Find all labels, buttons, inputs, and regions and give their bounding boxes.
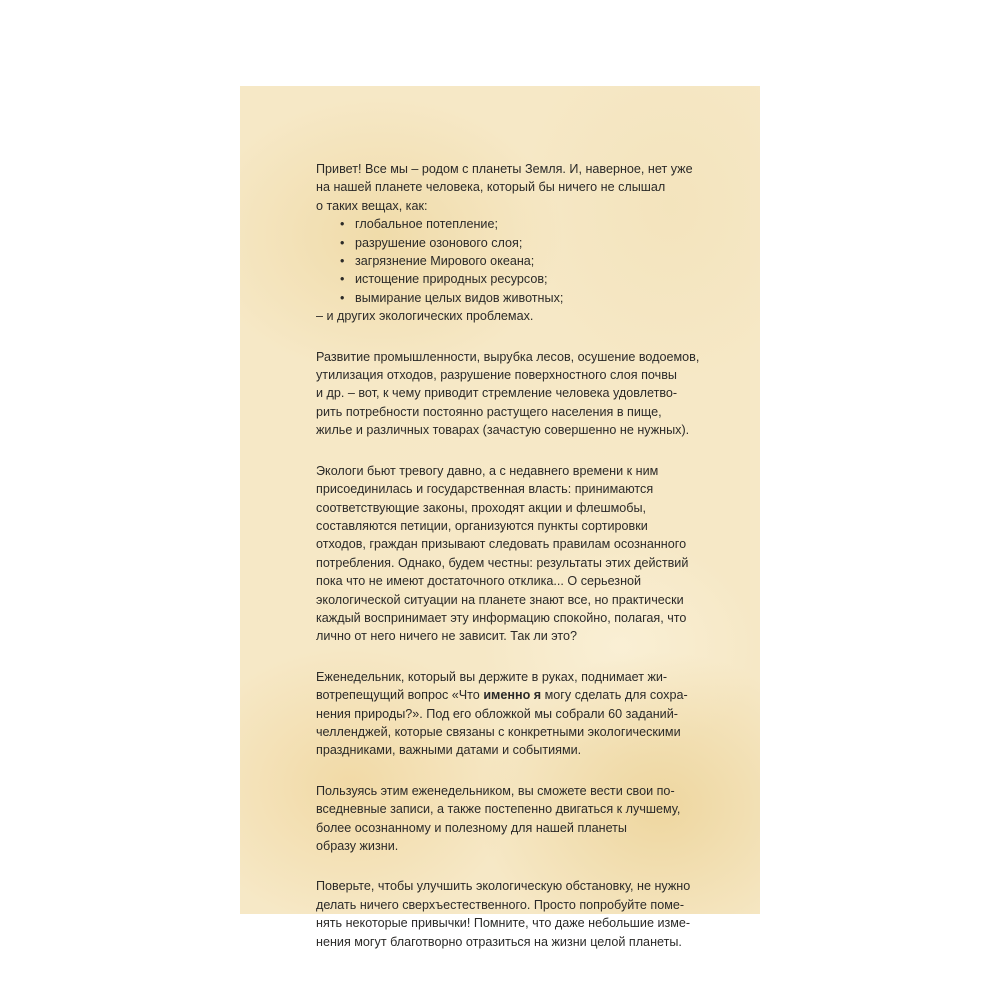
paragraph-2 <box>316 348 736 440</box>
text-line: праздниками, важными датами и событиями. <box>316 743 582 758</box>
text-line: лично от него ничего не зависит. Так ли это? <box>316 629 578 644</box>
text-line: утилизация отходов, разрушение поверхностного слоя почвы <box>316 368 677 383</box>
text-line: нения природы?». Под его обложкой мы собрали 60 заданий- <box>316 706 678 721</box>
paragraph-5 <box>316 782 736 856</box>
text-line-with-emphasis <box>316 686 736 704</box>
text-line: нять некоторые привычки! Помните, что даже небольшие изме- <box>316 916 691 931</box>
list-item: • загрязнение Мирового океана; <box>340 252 736 270</box>
intro-paragraph <box>316 160 736 326</box>
text-line: отходов, граждан призывают следовать правилам осознанного <box>316 537 687 552</box>
text-line: каждый воспринимает эту информацию спокойно, полагая, что <box>316 610 687 625</box>
text-line: на нашей планете человека, который бы ничего не слышал <box>316 180 666 195</box>
problems-list <box>316 215 736 307</box>
page-text <box>316 160 736 973</box>
book-page <box>240 86 760 949</box>
text-line: образу жизни. <box>316 839 399 853</box>
text-line: о таких вещах, как: <box>316 198 428 213</box>
text-segment: могу сделать для сохра- <box>541 688 688 703</box>
text-line: и др. – вот, к чему приводит стремление человека удовлетво- <box>316 386 678 401</box>
text-line: – и других экологических проблемах. <box>316 309 534 324</box>
list-item: • разрушение озонового слоя; <box>340 234 736 252</box>
emphasis-text: именно я <box>483 688 542 703</box>
text-line: Пользуясь этим еженедельником, вы сможете вести свои по- <box>316 783 675 798</box>
list-item: • глобальное потепление; <box>340 215 736 233</box>
text-line: делать ничего сверхъестественного. Просто попробуйте поме- <box>316 897 685 912</box>
text-line: Поверьте, чтобы улучшить экологическую обстановку, не нужно <box>316 879 691 894</box>
text-line: Экологи бьют тревогу давно, а с недавнего времени к ним <box>316 463 659 478</box>
list-item: • истощение природных ресурсов; <box>340 270 736 288</box>
text-line: присоединилась и государственная власть: принимаются <box>316 482 654 497</box>
text-line: экологической ситуации на планете знают все, но практически <box>316 592 684 607</box>
text-line: более осознанному и полезному для нашей планеты <box>316 820 627 835</box>
text-segment: вотрепещущий вопрос «Что <box>316 688 484 703</box>
text-line: вседневные записи, а также постепенно двигаться к лучшему, <box>316 802 681 817</box>
text-line: Привет! Все мы – родом с планеты Земля. И, наверное, нет уже <box>316 162 693 176</box>
text-line: потребления. Однако, будем честны: результаты этих действий <box>316 555 689 570</box>
text-line: челленджей, которые связаны с конкретными экологическими <box>316 724 681 739</box>
text-line: пока что не имеют достаточного отклика... О серьезной <box>316 574 642 589</box>
list-item: • вымирание целых видов животных; <box>340 289 736 307</box>
text-line: соответствующие законы, проходят акции и флешмобы, <box>316 500 647 515</box>
paragraph-3 <box>316 462 736 646</box>
paragraph-4 <box>316 668 736 760</box>
text-line: нения могут благотворно отразиться на жизни целой планеты. <box>316 934 682 949</box>
text-line: составляются петиции, организуются пункты сортировки <box>316 518 648 533</box>
paragraph-6 <box>316 877 736 951</box>
text-line: Еженедельник, который вы держите в руках, поднимает жи- <box>316 669 668 684</box>
text-line: рить потребности постоянно растущего населения в пище, <box>316 404 662 419</box>
text-line: жилье и различных товарах (зачастую совершенно не нужных). <box>316 423 690 438</box>
text-line: Развитие промышленности, вырубка лесов, осушение водоемов, <box>316 349 700 364</box>
